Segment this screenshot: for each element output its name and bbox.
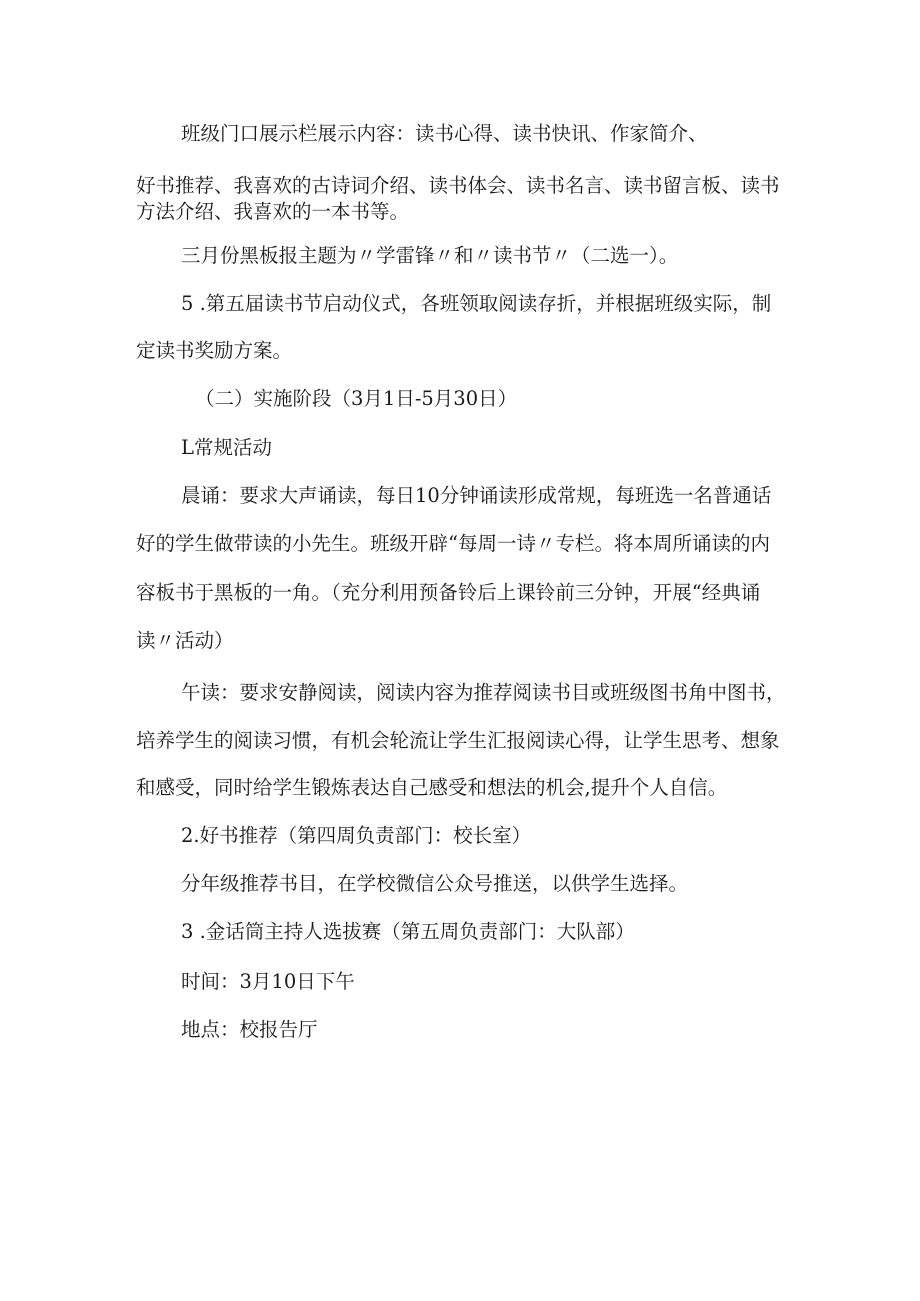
paragraph-1-line-1: 班级门口展示栏展示内容：读书心得、读书快讯、作家简介、 <box>181 122 708 145</box>
paragraph-9-line-1: 2.好书推荐（第四周负责部门：校长室） <box>181 824 532 847</box>
paragraph-8-line-3: 和感受，同时给学生锻炼表达自己感受和想法的机会,提升个人自信。 <box>136 776 728 799</box>
paragraph-8-line-1: 午读：要求安静阅读，阅读内容为推荐阅读书目或班级图书角中图书， <box>181 681 786 704</box>
paragraph-2-line-2: 方法介绍、我喜欢的一本书等。 <box>136 200 410 223</box>
paragraph-10-line-1: 分年级推荐书目，在学校微信公众号推送，以供学生选择。 <box>181 872 689 895</box>
paragraph-11-line-1: 3 .金话筒主持人选拔赛（第五周负责部门：大队部） <box>181 920 635 943</box>
paragraph-8-line-2: 培养学生的阅读习惯，有机会轮流让学生汇报阅读心得，让学生思考、想象 <box>136 729 780 752</box>
paragraph-3-line-1: 三月份黑板报主题为〃学雷锋〃和〃读书节〃（二选一）。 <box>181 244 679 267</box>
paragraph-7-line-2: 好的学生做带读的小先生。班级开辟“每周一诗〃专栏。将本周所诵读的内 <box>136 532 770 555</box>
paragraph-2-line-1: 好书推荐、我喜欢的古诗词介绍、读书体会、读书名言、读书留言板、读书 <box>136 174 780 197</box>
paragraph-12-line-1: 时间：3月10日下午 <box>181 970 355 993</box>
paragraph-7-line-3: 容板书于黑板的一角。（充分利用预备铃后上课铃前三分钟，开展“经典诵 <box>136 581 761 604</box>
paragraph-7-line-1: 晨诵：要求大声诵读，每日10分钟诵读形成常规，每班选一名普通话 <box>181 484 772 507</box>
section-heading: （二）实施阶段（3月1日-5月30日） <box>195 387 518 410</box>
paragraph-7-line-4: 读〃活动） <box>136 629 234 652</box>
paragraph-4-line-1: 5 .第五届读书节启动仪式，各班领取阅读存折，并根据班级实际，制 <box>181 292 772 315</box>
paragraph-13-line-1: 地点：校报告厅 <box>181 1018 318 1041</box>
subheading-routine: L常规活动 <box>181 436 272 459</box>
paragraph-4-line-2: 定读书奖励方案。 <box>136 339 293 362</box>
